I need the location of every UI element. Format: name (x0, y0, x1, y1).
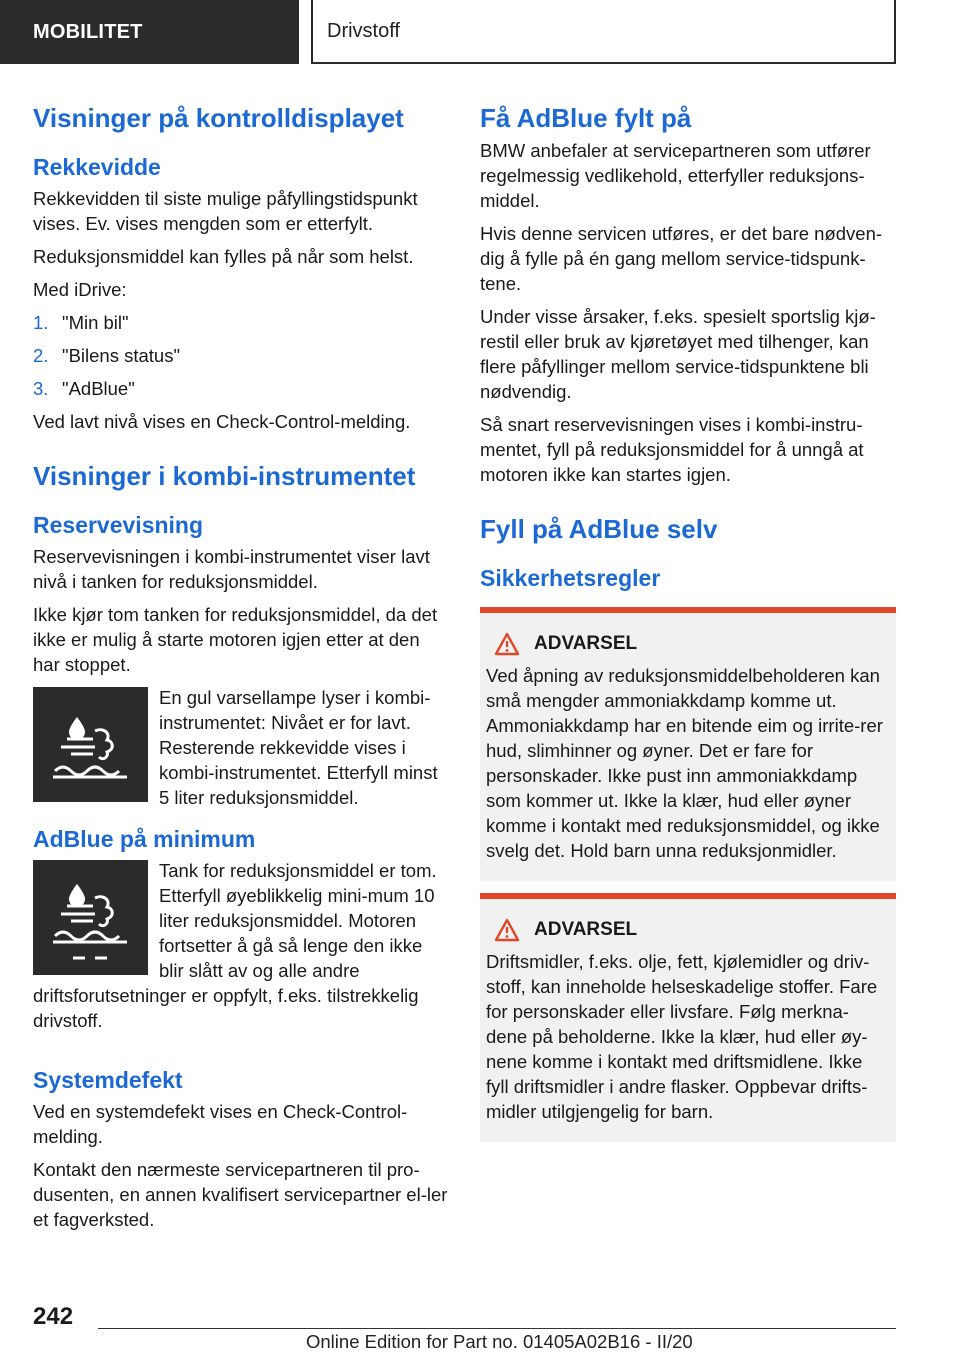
heading-display: Visninger på kontrolldisplayet (33, 103, 404, 133)
heading-reserve: Reservevisning (33, 512, 204, 538)
step-number: 1. (33, 312, 49, 333)
paragraph: Ikke kjør tom tanken for reduksjonsmiddel, da det ikke er mulig å starte motoren igjen etter at den har stoppet. (33, 604, 438, 675)
heading-safety: Sikkerhetsregler (480, 565, 661, 591)
heading-minimum: AdBlue på minimum (33, 826, 256, 852)
warning-label: ADVARSEL (534, 633, 638, 654)
list-item (33, 343, 449, 368)
warning-label: ADVARSEL (534, 919, 638, 940)
adblue-warning-icon (33, 687, 148, 802)
step-text: "Min bil" (62, 312, 129, 333)
paragraph: Ved en systemdefekt vises en Check-Control-melding. (33, 1101, 408, 1147)
section-label: MOBILITET (0, 0, 299, 64)
minimum-indicator-block (33, 858, 449, 1041)
chapter-label: Drivstoff (311, 0, 896, 64)
heading-range: Rekkevidde (33, 154, 161, 180)
paragraph: Kontakt den nærmeste servicepartneren til pro-dusenten, en annen kvalifisert servicepartner el-ler et fagverksted. (33, 1159, 448, 1230)
list-item (33, 376, 449, 401)
step-number: 2. (33, 345, 49, 366)
step-text: "AdBlue" (62, 378, 135, 399)
paragraph: Reduksjonsmiddel kan fylles på når som helst. (33, 246, 414, 267)
paragraph: Med iDrive: (33, 279, 127, 300)
page-header (0, 0, 960, 64)
page-footer (0, 1295, 960, 1362)
heading-self-fill: Fyll på AdBlue selv (480, 514, 718, 544)
heading-defect: Systemdefekt (33, 1067, 183, 1093)
adblue-minimum-icon (33, 860, 148, 975)
paragraph: Tank for reduksjonsmiddel er tom. Etterfyll øyeblikkelig mini-mum 10 liter reduksjonsmiddel. Motoren fortsetter å gå så lenge den ikke blir slått av og alle andre driftsforutsetninger er oppfylt, f.eks. tilstrekkelig drivstoff. (33, 860, 437, 1031)
paragraph: En gul varsellampe lyser i kombi-instrumentet: Nivået er for lavt. Resterende rekkevidde vises i kombi-instrumentet. Etterfyll minst 5 liter reduksjonsmiddel. (159, 687, 438, 808)
reserve-indicator-block (33, 685, 449, 818)
paragraph: Reservevisningen i kombi-instrumentet viser lavt nivå i tanken for reduksjonsmiddel. (33, 546, 430, 592)
warning-box (480, 607, 896, 881)
step-text: "Bilens status" (62, 345, 181, 366)
step-number: 3. (33, 378, 49, 399)
paragraph: BMW anbefaler at servicepartneren som utfører regelmessig vedlikehold, etterfyller reduksjons-middel. (480, 140, 871, 211)
warning-title (486, 631, 890, 657)
paragraph: Under visse årsaker, f.eks. spesielt sportslig kjø-restil eller bruk av kjøretøyet med tilhenger, kan flere påfyllinger mellom service-tidspunktene bli nødvendig. (480, 306, 876, 402)
warning-box (480, 893, 896, 1142)
paragraph: Så snart reservevisningen vises i kombi-instru-mentet, fyll på reduksjonsmiddel for å unngå at motoren ikke kan startes igjen. (480, 414, 864, 485)
warning-triangle-icon (494, 918, 520, 942)
warning-text: Ved åpning av reduksjonsmiddelbeholderen kan små mengder ammoniakkdamp komme ut. Ammoniakkdamp har en bitende eim og irrite-rer hud, slimhinner og øyner. Det er fare for personskader. Ikke pust inn ammoniakkdamp som kommer ut. Ikke la klær, hud eller øyner komme i kontakt med reduksjonsmiddel, og ikke svelg det. Hold barn unna reduksjonmidler. (486, 665, 883, 861)
idrive-steps (33, 310, 449, 401)
footer-divider (98, 1328, 896, 1329)
warning-triangle-icon (494, 632, 520, 656)
warning-title (486, 917, 890, 943)
heading-cluster: Visninger i kombi-instrumentet (33, 461, 416, 491)
paragraph: Rekkevidden til siste mulige påfyllingstidspunkt vises. Ev. vises mengden som er etterfylt. (33, 188, 418, 234)
paragraph: Hvis denne servicen utføres, er det bare nødven-dig å fylle på én gang mellom service-tidspunk-tene. (480, 223, 883, 294)
right-column (480, 98, 896, 1142)
paragraph: Ved lavt nivå vises en Check-Control-melding. (33, 411, 411, 432)
warning-text: Driftsmidler, f.eks. olje, fett, kjølemidler og driv-stoff, kan inneholde helseskadelige stoffer. Fare for personskader eller livsfare. Følg merkna-dene på beholderne. Ikke la klær, hud eller øy-nene komme i kontakt med driftsmidlene. Ikke fyll driftsmidler i andre flasker. Oppbevar drifts-midler utilgjengelig for barn. (486, 951, 878, 1122)
list-item (33, 310, 449, 335)
edition-note: Online Edition for Part no. 01405A02B16 - II/20 (306, 1331, 693, 1352)
heading-service: Få AdBlue fylt på (480, 103, 692, 133)
page-number: 242 (33, 1303, 74, 1330)
left-column (33, 98, 449, 1240)
